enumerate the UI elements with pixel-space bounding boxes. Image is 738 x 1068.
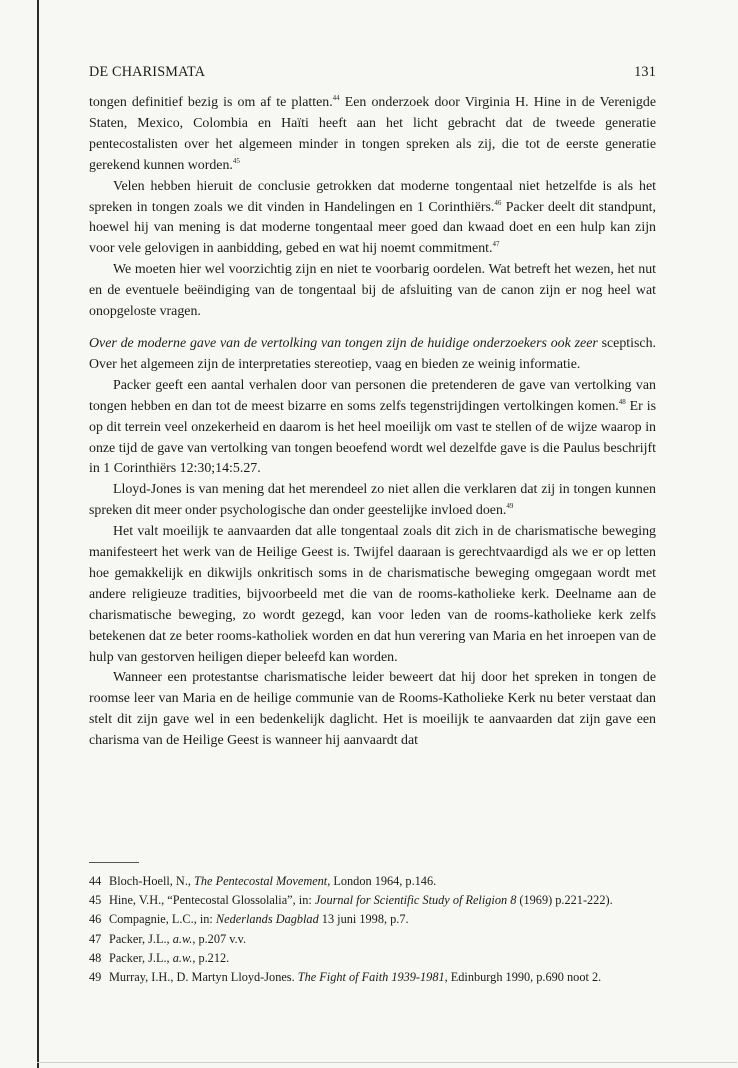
paragraph-text: Velen hebben hieruit de conclusie getrokken dat moderne tongentaal niet hetzelfde is als het spreken in tongen zoals we dit vinden in Handelingen en 1 Corinthiërs. <box>89 178 656 215</box>
footnote-separator <box>89 862 139 863</box>
page-header <box>89 64 656 84</box>
paragraph-5 <box>89 376 656 481</box>
bottom-edge-line <box>37 1062 737 1063</box>
footnote-text: Bloch-Hoell, N., The Pentecostal Movement, London 1964, p.146. <box>109 874 437 888</box>
body-text <box>89 93 656 752</box>
paragraph-text: Er is op dit terrein veel onzekerheid en daarom is het heel moeilijk om vast te stellen of de wijze waarop in onze tijd de gave van vertolking van tongen beoefend wordt wel dezelfde gave is die Paulus beschrijft in 1 Corinthiërs 12:30;14:5.27. <box>89 398 657 477</box>
footnote-ref-46[interactable]: 46 <box>494 198 502 207</box>
page-number: 131 <box>634 64 656 80</box>
footnote-ref-49[interactable]: 49 <box>506 502 514 511</box>
footnote-number: 49 <box>89 970 102 985</box>
footnote-ref-44[interactable]: 44 <box>332 94 340 102</box>
paragraph-1 <box>89 93 656 177</box>
footnote-44 <box>89 873 656 889</box>
footnote-text: Hine, V.H., “Pentecostal Glossolalia”, in: Journal for Scientific Study of Religion 8 (1969) p.221-222). <box>109 893 613 908</box>
footnote-45 <box>89 892 656 908</box>
footnote-text: Compagnie, L.C., in: Nederlands Dagblad 13 juni 1998, p.7. <box>109 912 409 927</box>
footnote-number: 44 <box>89 874 102 888</box>
paragraph-text: tongen definitief bezig is om af te platten. <box>89 95 333 110</box>
footnote-text: Murray, I.H., D. Martyn Lloyd-Jones. The Fight of Faith 1939-1981, Edinburgh 1990, p.690 noot 2. <box>109 970 602 985</box>
paragraph-text: Lloyd-Jones is van mening dat het merendeel zo niet allen die verklaren dat zij in tongen kunnen spreken dit meer onder psychologische dan onder geestelijke invloed doen. <box>89 482 656 519</box>
paragraph-text: Een onderzoek door Virginia H. Hine in de Verenigde Staten, Mexico, Colombia en Haïti heeft aan het licht gebracht dat de tweede generatie pentecostalisten over het algemeen minder in tongen spreken als zij, die tot de eerste generatie gerekend kunnen worden. <box>89 95 656 173</box>
italic-lead: Over de moderne gave van de vertolking van tongen zijn de huidige onderzoekers ook zeer <box>89 335 598 351</box>
paragraph-text: sceptisch. Over het algemeen zijn de interpretaties stereotiep, vaag en bieden ze weinig informatie. <box>89 335 656 372</box>
footnote-49 <box>89 969 656 985</box>
footnotes <box>89 873 656 988</box>
footnote-text: Packer, J.L., a.w., p.207 v.v. <box>109 931 247 946</box>
footnote-ref-45[interactable]: 45 <box>232 156 240 165</box>
footnote-ref-47[interactable]: 47 <box>492 240 500 249</box>
footnote-48 <box>89 950 656 966</box>
paragraph-2 <box>89 177 656 261</box>
footnote-number: 45 <box>89 893 102 908</box>
paragraph-3: We moeten hier wel voorzichtig zijn en niet te voorbarig oordelen. Wat betreft het wezen, het nut en de eventuele beëindiging van de tongentaal bij de afsluiting van de canon zijn er nog heel wat onopgeloste vragen. <box>89 262 656 320</box>
footnote-47 <box>89 931 656 947</box>
paragraph-8: Wanneer een protestantse charismatische leider beweert dat hij door het spreken in tongen de roomse leer van Maria en de heilige communie van de Rooms-Katholieke Kerk nu beter verstaat dan stelt dit zijn gave wel in een bedenkelijk daglicht. Het is moeilijk te aanvaarden dat zijn gave een charisma van de Heilige Geest is wanneer hij aanvaardt dat <box>89 670 656 749</box>
paragraph-7: Het valt moeilijk te aanvaarden dat alle tongentaal zoals dit zich in de charismatische beweging manifesteert het werk van de Heilige Geest is. Twijfel daaraan is gerechtvaardigd als we er op letten hoe gemakkelijk en dikwijls onkritisch soms in de charismatische beweging omgegaan wordt met andere religieuze tradities, bijvoorbeeld met die van de rooms-katholieke kerk. Deelname aan de charismatische beweging, zo wordt gezegd, kan voor leden van de rooms-katholieke kerk zelfs betekenen dat ze beter rooms-katholiek worden en dat hun verering van Maria en het inroepen van de hulp van gestorven heiligen dieper beleefd kan worden. <box>89 524 656 665</box>
paragraph-text: Packer deelt dit standpunt, hoewel hij van mening is dat moderne tongentaal meer goed dan kwaad doet en een hulp kan zijn voor vele gelovigen in aanbidding, gebed en wat hij noemt commitment. <box>89 199 656 257</box>
paragraph-text: Packer geeft een aantal verhalen door van personen die pretenderen de gave van vertolking van tongen hebben en dan tot de meest bizarre en soms zelfs tegenstrijdingen vertolkingen komen. <box>89 377 656 414</box>
paragraph-6 <box>89 480 656 522</box>
footnote-number: 48 <box>89 950 102 965</box>
binding-edge-line <box>37 0 39 1068</box>
footnote-text: Packer, J.L., a.w., p.212. <box>109 950 230 965</box>
footnote-ref-48[interactable]: 48 <box>618 397 626 406</box>
footnote-number: 47 <box>89 931 102 946</box>
footnote-number: 46 <box>89 912 102 927</box>
running-head: DE CHARISMATA <box>89 64 206 80</box>
paragraph-4 <box>89 334 656 376</box>
footnote-46 <box>89 911 656 927</box>
